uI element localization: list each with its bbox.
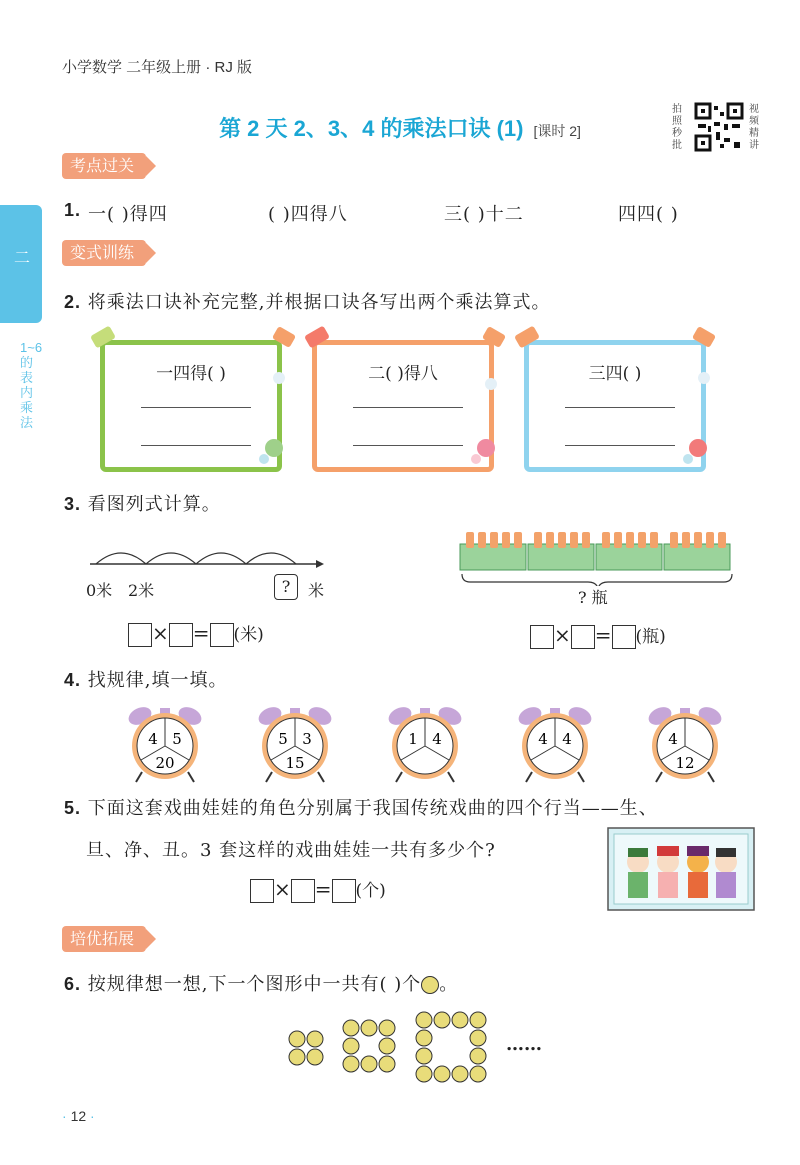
lesson-label: [课时 2]: [533, 123, 581, 139]
bottle-label: ? 瓶: [578, 588, 608, 607]
alarm-clock: [382, 702, 468, 784]
ruler-two-label: 2米: [128, 581, 155, 600]
qr-right-label: 视频精讲: [749, 104, 759, 151]
card-caption: 一四得( ): [156, 364, 226, 384]
title-main: 第 2 天 2、3、4 的乘法口诀 (1): [219, 116, 524, 141]
ellipsis: ……: [506, 1034, 542, 1055]
unit-label: (个): [355, 881, 386, 901]
qr-left-label: 拍照秒批: [672, 104, 682, 151]
ruler-unit-label: 米: [308, 581, 325, 600]
question-number: 4.: [64, 670, 82, 690]
alarm-clock: [642, 702, 728, 784]
answer-box[interactable]: [332, 879, 356, 903]
answer-box[interactable]: [571, 625, 595, 649]
clock-number: 4: [148, 730, 158, 748]
equals-sign: =: [594, 623, 612, 647]
bottle-crates: [458, 526, 738, 586]
question-text: 看图列式计算。: [87, 494, 221, 515]
equals-sign: =: [192, 621, 210, 645]
clock-number: 5: [172, 730, 182, 748]
chapter-title: 1~6的表内乘法: [20, 340, 43, 430]
question-5-line2: 旦、净、丑。3 套这样的戏曲娃娃一共有多少个?: [86, 840, 496, 861]
jump-number-line: [86, 540, 326, 574]
page-number: · 12 ·: [62, 1108, 95, 1124]
clock-number: 3: [302, 730, 312, 748]
clock-number: 20: [155, 754, 175, 772]
times-sign: ×: [152, 621, 169, 645]
equation-meters: [128, 620, 264, 647]
clock-number: 5: [278, 730, 288, 748]
card-caption: 二( )得八: [368, 364, 438, 384]
question-6: [64, 970, 458, 996]
clock-number: 4: [432, 730, 442, 748]
section-tag-peiyou: 培优拓展: [62, 926, 146, 952]
answer-box[interactable]: [530, 625, 554, 649]
page-number-value: 12: [70, 1108, 87, 1124]
alarm-clock: [252, 702, 338, 784]
question-number: 3.: [64, 494, 82, 514]
q1-item: ( )四得八: [268, 204, 348, 225]
equals-sign: =: [314, 877, 332, 901]
question-2: [64, 288, 550, 314]
answer-box[interactable]: [210, 623, 234, 647]
times-sign: ×: [274, 877, 291, 901]
ruler-zero-label: 0米: [86, 581, 113, 600]
question-number: 2.: [64, 292, 82, 312]
chapter-side-tab: [0, 205, 42, 323]
question-text: 找规律,填一填。: [87, 670, 228, 691]
answer-box[interactable]: [250, 879, 274, 903]
question-text: 下面这套戏曲娃娃的角色分别属于我国传统戏曲的四个行当——生、: [87, 798, 658, 819]
section-tag-bianshi: 变式训练: [62, 240, 146, 266]
times-sign: ×: [554, 623, 571, 647]
opera-dolls-image: [606, 826, 756, 912]
book-header: 小学数学 二年级上册 · RJ 版: [62, 59, 252, 76]
ruler-question-box: ?: [274, 574, 298, 600]
unit-label: (米): [233, 625, 264, 645]
coin-icon: [421, 976, 439, 994]
section-tag-kaodian: 考点过关: [62, 153, 146, 179]
answer-box[interactable]: [291, 879, 315, 903]
question-number: 6.: [64, 974, 82, 994]
clock-number: 4: [538, 730, 548, 748]
answer-box[interactable]: [128, 623, 152, 647]
clock-number: 15: [285, 754, 305, 772]
clock-number: 12: [675, 754, 695, 772]
answer-box[interactable]: [612, 625, 636, 649]
answer-box[interactable]: [169, 623, 193, 647]
clock-number: 4: [562, 730, 572, 748]
unit-label: (瓶): [635, 627, 666, 647]
question-text: 将乘法口诀补充完整,并根据口诀各写出两个乘法算式。: [87, 292, 551, 313]
question-3: [64, 490, 221, 516]
q1-item: 四四( ): [618, 204, 679, 225]
clock-number: 1: [408, 730, 418, 748]
coin-pattern: [286, 1010, 496, 1086]
equation-bottles: [530, 622, 666, 649]
alarm-clock: [122, 702, 208, 784]
question-1: [64, 200, 81, 221]
q1-item: 三( )十二: [444, 204, 524, 225]
side-tab-label: 二: [14, 248, 31, 267]
card-decoration: [88, 322, 718, 472]
alarm-clock: [512, 702, 598, 784]
clock-number: 4: [668, 730, 678, 748]
question-5: [64, 794, 658, 820]
card-caption: 三四( ): [588, 364, 642, 384]
question-number: 1.: [64, 200, 82, 220]
q1-item: 一( )得四: [88, 204, 168, 225]
question-text-end: 。: [439, 974, 459, 995]
question-text: 按规律想一想,下一个图形中一共有( )个: [87, 974, 422, 995]
question-number: 5.: [64, 798, 82, 818]
qr-code-icon[interactable]: [694, 102, 744, 152]
equation-dolls: [250, 876, 386, 903]
question-4: [64, 666, 227, 692]
